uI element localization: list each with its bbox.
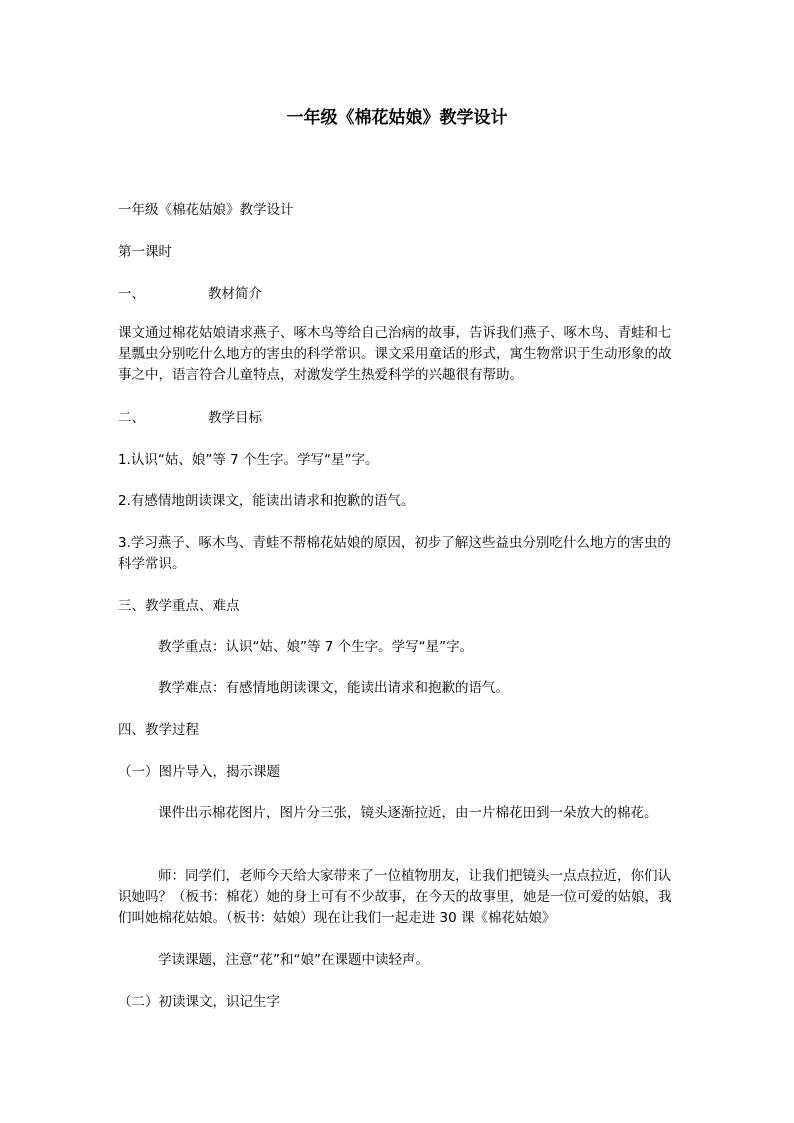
goal-item-3: 3.学习燕子、啄木鸟、青蛙不帮棉花姑娘的原因，初步了解这些益虫分别吃什么地方的害虫的科学常识。: [118, 535, 671, 572]
section-title: 教材简介: [208, 286, 262, 302]
intro-paragraph: 课文通过棉花姑娘请求燕子、啄木鸟等给自己治病的故事，告诉我们燕子、啄木鸟、青蛙和七星瓢虫分别吃什么地方的害虫的科学常识。课文采用童话的形式，寓生物常识于生动形象的故事之中，语言符合儿童特点，对激发学生热爱科学的兴趣很有帮助。: [118, 325, 672, 383]
step1-paragraph-2: 师：同学们，老师今天给大家带来了一位植物朋友，让我们把镜头一点点拉近，你们认识她吗？（板书：棉花）她的身上可有不少故事，在今天的故事里，她是一位可爱的姑娘，我们叫她棉花姑娘。（板书：姑娘）现在让我们一起走进 30 课《棉花姑娘》: [118, 868, 672, 926]
section-heading-intro: [118, 284, 678, 305]
section-heading-goals: [118, 408, 678, 429]
difficulty-point: 教学难点：有感情地朗读课文，能读出请求和抱歉的语气。: [158, 680, 509, 696]
lesson-label: 第一课时: [118, 244, 172, 260]
section-heading-keypoints: 三、教学重点、难点: [118, 598, 240, 614]
section-title: 教学目标: [208, 410, 262, 426]
goal-item-1: 1.认识“姑、娘”等 7 个生字。学写“星”字。: [118, 452, 379, 468]
page-title: 一年级《棉花姑娘》教学设计: [286, 108, 508, 128]
key-point: 教学重点：认识“姑、娘”等 7 个生字。学写“星”字。: [158, 639, 474, 655]
step1-paragraph-1: 课件出示棉花图片，图片分三张，镜头逐渐拉近，由一片棉花田到一朵放大的棉花。: [158, 805, 658, 821]
step-heading-2: （二）初读课文，识记生字: [118, 994, 280, 1010]
section-number: 二、: [118, 410, 145, 426]
section-number: 一、: [118, 286, 145, 302]
subtitle: 一年级《棉花姑娘》教学设计: [118, 202, 294, 218]
step-heading-1: （一）图片导入，揭示课题: [118, 764, 280, 780]
goal-item-2: 2.有感情地朗读课文，能读出请求和抱歉的语气。: [118, 493, 415, 509]
section-heading-process: 四、教学过程: [118, 722, 199, 738]
step1-paragraph-3: 学读课题，注意“花”和“娘”在课题中读轻声。: [158, 952, 429, 968]
